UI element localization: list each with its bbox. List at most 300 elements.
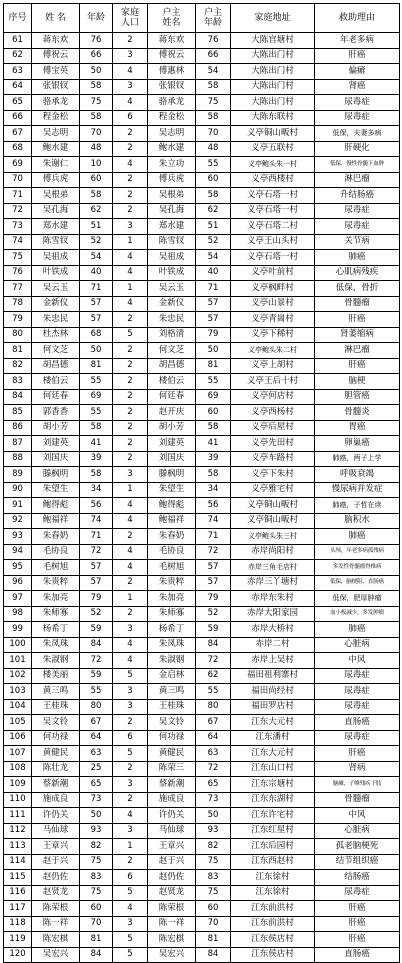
cell-head-name: 傅惠林: [148, 64, 196, 80]
cell-reason: 肺癌: [315, 529, 400, 545]
cell-household-size: 2: [113, 312, 148, 328]
cell-age: 58: [80, 110, 113, 126]
cell-head-age: 59: [196, 622, 231, 638]
cell-head-age: 66: [196, 48, 231, 64]
cell-address: 大陈东联村: [231, 110, 315, 126]
cell-household-size: 4: [113, 95, 148, 111]
cell-name: 傅祝云: [32, 48, 80, 64]
cell-address: 义亭鲍头朱二村: [231, 343, 315, 359]
cell-age: 58: [80, 79, 113, 95]
cell-reason: 中风: [315, 653, 400, 669]
cell-household-size: 2: [113, 575, 148, 591]
cell-head-age: 62: [196, 668, 231, 684]
cell-age: 56: [80, 498, 113, 514]
cell-reason: 肝癌: [315, 901, 400, 917]
cell-age: 69: [80, 389, 113, 405]
cell-reason: 低保，肥厚肿瘤: [315, 591, 400, 607]
cell-address: 大陈官塘村: [231, 33, 315, 49]
table-row: [4, 126, 400, 142]
cell-age: 39: [80, 451, 113, 467]
cell-name: 张银钗: [32, 79, 80, 95]
cell-reason: 脑积水: [315, 513, 400, 529]
cell-index: 94: [4, 544, 32, 560]
cell-index: 90: [4, 482, 32, 498]
cell-head-age: 54: [196, 64, 231, 80]
cell-household-size: 2: [113, 343, 148, 359]
table-row: [4, 668, 400, 684]
cell-head-name: 吴根弟: [148, 188, 196, 204]
cell-index: 105: [4, 715, 32, 731]
table-row: [4, 839, 400, 855]
cell-address: 赤岸二村: [231, 637, 315, 653]
cell-name: 赵于兴: [32, 854, 80, 870]
table-row: [4, 451, 400, 467]
cell-household-size: 4: [113, 560, 148, 576]
cell-reason: 肝癌: [315, 358, 400, 374]
cell-head-age: 55: [196, 684, 231, 700]
cell-head-age: 70: [196, 126, 231, 142]
cell-reason: 肾病: [315, 761, 400, 777]
cell-reason: 血小板减少，多发肿瘤: [315, 606, 400, 622]
cell-index: 84: [4, 389, 32, 405]
cell-household-size: 3: [113, 467, 148, 483]
col-header-age: 年龄: [80, 4, 113, 33]
cell-household-size: 3: [113, 48, 148, 64]
cell-reason: 胆管癌: [315, 389, 400, 405]
cell-address: 大陈出门村: [231, 79, 315, 95]
table-row: [4, 513, 400, 529]
cell-address: 赤岸大阳家园: [231, 606, 315, 622]
cell-name: 朱贵粹: [32, 575, 80, 591]
cell-name: 陈荣根: [32, 901, 80, 917]
cell-index: 107: [4, 746, 32, 762]
cell-head-name: 吴宏兴: [148, 947, 196, 963]
cell-name: 朱谢仁: [32, 157, 80, 173]
cell-name: 楼伯云: [32, 374, 80, 390]
cell-head-age: 71: [196, 529, 231, 545]
cell-age: 59: [80, 668, 113, 684]
cell-address: 江东红星村: [231, 823, 315, 839]
cell-index: 83: [4, 374, 32, 390]
cell-household-size: 4: [113, 653, 148, 669]
cell-name: 陈宏棋: [32, 932, 80, 948]
cell-head-name: 吴孔海: [148, 203, 196, 219]
cell-address: 义亭王后十村: [231, 374, 315, 390]
table-row: [4, 560, 400, 576]
cell-name: 许仍关: [32, 808, 80, 824]
cell-index: 99: [4, 622, 32, 638]
cell-household-size: 3: [113, 916, 148, 932]
table-row: [4, 296, 400, 312]
cell-index: 68: [4, 141, 32, 157]
cell-address: 大陈出门村: [231, 64, 315, 80]
cell-head-name: 程金松: [148, 110, 196, 126]
table-row: [4, 436, 400, 452]
cell-name: 程金松: [32, 110, 80, 126]
cell-household-size: 4: [113, 513, 148, 529]
table-row: [4, 916, 400, 932]
cell-age: 84: [80, 947, 113, 963]
cell-head-age: 50: [196, 343, 231, 359]
cell-reason: 淋巴瘤: [315, 172, 400, 188]
cell-name: 吴宏兴: [32, 947, 80, 963]
cell-age: 63: [80, 746, 113, 762]
cell-head-name: 吴文铃: [148, 715, 196, 731]
cell-name: 何廷春: [32, 389, 80, 405]
table-row: [4, 64, 400, 80]
cell-reason: 肺癌: [315, 250, 400, 266]
cell-name: 鲍水建: [32, 141, 80, 157]
cell-household-size: 2: [113, 126, 148, 142]
cell-head-name: 黄健民: [148, 746, 196, 762]
cell-head-age: 72: [196, 761, 231, 777]
cell-reason: 骨髓瘤: [315, 296, 400, 312]
cell-household-size: 2: [113, 436, 148, 452]
cell-index: 62: [4, 48, 32, 64]
cell-address: 江东东湖村: [231, 792, 315, 808]
cell-age: 71: [80, 529, 113, 545]
cell-age: 84: [80, 637, 113, 653]
cell-household-size: 5: [113, 885, 148, 901]
cell-name: 王桂珠: [32, 699, 80, 715]
cell-address: 大陈出门村: [231, 48, 315, 64]
cell-head-name: 陈荣三: [148, 761, 196, 777]
cell-index: 87: [4, 436, 32, 452]
cell-index: 85: [4, 405, 32, 421]
cell-head-age: 58: [196, 467, 231, 483]
cell-address: 赤岸大桥村: [231, 622, 315, 638]
cell-name: 毛树旭: [32, 560, 80, 576]
cell-head-age: 34: [196, 482, 231, 498]
cell-head-age: 63: [196, 746, 231, 762]
cell-head-name: 郑水建: [148, 219, 196, 235]
cell-index: 115: [4, 870, 32, 886]
cell-household-size: 2: [113, 389, 148, 405]
table-row: [4, 141, 400, 157]
cell-age: 50: [80, 343, 113, 359]
cell-address: 义亭铜山畈村: [231, 498, 315, 514]
cell-index: 63: [4, 64, 32, 80]
cell-head-age: 79: [196, 591, 231, 607]
cell-address: 江东徐村: [231, 870, 315, 886]
cell-address: 赤岸三丫塘村: [231, 575, 315, 591]
cell-head-age: 58: [196, 110, 231, 126]
cell-address: 江东西赵村: [231, 854, 315, 870]
cell-address: 义亭西杨村: [231, 405, 315, 421]
table-row: [4, 777, 400, 793]
cell-index: 75: [4, 250, 32, 266]
cell-head-name: 金启林: [148, 668, 196, 684]
cell-head-age: 60: [196, 405, 231, 421]
cell-reason: 卵巢癌: [315, 436, 400, 452]
cell-name: 赵贤龙: [32, 885, 80, 901]
cell-address: 赤岸东朱村: [231, 591, 315, 607]
cell-head-age: 69: [196, 389, 231, 405]
cell-head-name: 陈宏棋: [148, 932, 196, 948]
cell-name: 赵仍佐: [32, 870, 80, 886]
col-header-head-name: 户主 姓名: [148, 4, 196, 33]
cell-name: 鲍福祥: [32, 513, 80, 529]
cell-reason: 肾萎缩病: [315, 327, 400, 343]
cell-head-name: 鲍水建: [148, 141, 196, 157]
cell-address: 江东侯店村: [231, 947, 315, 963]
cell-age: 70: [80, 916, 113, 932]
cell-household-size: 1: [113, 281, 148, 297]
table-row: [4, 761, 400, 777]
cell-household-size: 6: [113, 730, 148, 746]
cell-address: 赤岸尚阳村: [231, 544, 315, 560]
cell-head-age: 41: [196, 436, 231, 452]
cell-head-name: 朱贵粹: [148, 575, 196, 591]
cell-head-name: 张银钗: [148, 79, 196, 95]
cell-household-size: 2: [113, 451, 148, 467]
cell-reason: 结肠癌: [315, 870, 400, 886]
cell-reason: 心脏病: [315, 823, 400, 839]
cell-age: 60: [80, 901, 113, 917]
table-row: [4, 265, 400, 281]
cell-age: 75: [80, 885, 113, 901]
cell-head-name: 胡昌德: [148, 358, 196, 374]
cell-head-name: 朱立功: [148, 157, 196, 173]
table-row: [4, 823, 400, 839]
cell-head-age: 60: [196, 901, 231, 917]
cell-head-age: 83: [196, 870, 231, 886]
cell-name: 马仙球: [32, 823, 80, 839]
table-row: [4, 591, 400, 607]
cell-head-age: 57: [196, 296, 231, 312]
cell-index: 71: [4, 188, 32, 204]
cell-address: 江东大元村: [231, 746, 315, 762]
cell-reason: 肝硬化: [315, 141, 400, 157]
cell-name: 黄健民: [32, 746, 80, 762]
cell-name: 陈雪钗: [32, 234, 80, 250]
cell-age: 83: [80, 870, 113, 886]
cell-head-name: 杨希丁: [148, 622, 196, 638]
cell-reason: 低保，骨折: [315, 281, 400, 297]
cell-household-size: 1: [113, 839, 148, 855]
cell-reason: 偏瘫: [315, 64, 400, 80]
cell-household-size: 6: [113, 110, 148, 126]
col-header-household-size: 家庭 人口: [113, 4, 148, 33]
cell-reason: 年老多病: [315, 33, 400, 49]
cell-household-size: 2: [113, 761, 148, 777]
cell-head-age: 58: [196, 420, 231, 436]
cell-head-name: 王章兴: [148, 839, 196, 855]
cell-head-name: 马仙球: [148, 823, 196, 839]
cell-index: 118: [4, 916, 32, 932]
cell-head-age: 74: [196, 513, 231, 529]
relief-table: [3, 3, 400, 963]
cell-reason: 孤老脑梗死: [315, 839, 400, 855]
cell-reason: 低保，慢性骨髓下血肿: [315, 157, 400, 173]
cell-head-age: 67: [196, 715, 231, 731]
cell-head-name: 金新仪: [148, 296, 196, 312]
cell-age: 34: [80, 482, 113, 498]
cell-head-name: 赵开庆: [148, 405, 196, 421]
cell-address: 江东许宅村: [231, 808, 315, 824]
cell-head-name: 朱春奶: [148, 529, 196, 545]
cell-head-age: 60: [196, 172, 231, 188]
cell-head-age: 57: [196, 575, 231, 591]
table-row: [4, 343, 400, 359]
cell-reason: 呼吸衰竭: [315, 467, 400, 483]
cell-head-name: 赵仍佐: [148, 870, 196, 886]
table-row: [4, 327, 400, 343]
cell-head-name: 朱师寡: [148, 606, 196, 622]
table-row: [4, 482, 400, 498]
cell-address: 江东山口村: [231, 761, 315, 777]
cell-head-age: 73: [196, 792, 231, 808]
cell-head-name: 何文芝: [148, 343, 196, 359]
cell-household-size: 2: [113, 358, 148, 374]
cell-head-name: 蒋东欢: [148, 33, 196, 49]
cell-address: 义亭枫畔村: [231, 281, 315, 297]
cell-age: 57: [80, 560, 113, 576]
cell-household-size: 4: [113, 808, 148, 824]
cell-index: 80: [4, 327, 32, 343]
cell-head-age: 55: [196, 157, 231, 173]
cell-household-size: 5: [113, 947, 148, 963]
cell-reason: 胃癌: [315, 420, 400, 436]
cell-head-age: 65: [196, 777, 231, 793]
cell-head-age: 71: [196, 281, 231, 297]
cell-index: 97: [4, 591, 32, 607]
cell-head-age: 81: [196, 932, 231, 948]
cell-address: 江东徐村: [231, 885, 315, 901]
cell-name: 毛协良: [32, 544, 80, 560]
cell-reason: 肝癌: [315, 48, 400, 64]
cell-index: 88: [4, 451, 32, 467]
cell-age: 50: [80, 64, 113, 80]
cell-address: 江东宗塘村: [231, 777, 315, 793]
cell-household-size: 2: [113, 420, 148, 436]
cell-age: 73: [80, 792, 113, 808]
table-row: [4, 529, 400, 545]
cell-index: 86: [4, 420, 32, 436]
cell-name: 鲍得彪: [32, 498, 80, 514]
cell-head-age: 62: [196, 203, 231, 219]
cell-name: 楼美丽: [32, 668, 80, 684]
cell-head-age: 48: [196, 141, 231, 157]
cell-index: 67: [4, 126, 32, 142]
table-row: [4, 172, 400, 188]
cell-name: 施成良: [32, 792, 80, 808]
cell-head-name: 施成良: [148, 792, 196, 808]
cell-head-name: 朱忠民: [148, 312, 196, 328]
cell-head-name: 陈一祥: [148, 916, 196, 932]
cell-age: 40: [80, 265, 113, 281]
cell-reason: 头颅，年老多病孤残病: [315, 544, 400, 560]
table-header: [4, 4, 400, 33]
cell-household-size: 4: [113, 637, 148, 653]
cell-name: 刘建英: [32, 436, 80, 452]
table-row: [4, 420, 400, 436]
cell-age: 74: [80, 513, 113, 529]
table-row: [4, 498, 400, 514]
cell-address: 义亭鲍头朱一村: [231, 157, 315, 173]
cell-reason: 骨髓瘤: [315, 792, 400, 808]
cell-address: 福田尚经村: [231, 684, 315, 700]
cell-address: 江东前洪村: [231, 916, 315, 932]
cell-index: 110: [4, 792, 32, 808]
cell-reason: 尿毒症: [315, 110, 400, 126]
cell-head-name: 叶铁成: [148, 265, 196, 281]
cell-index: 89: [4, 467, 32, 483]
cell-index: 69: [4, 157, 32, 173]
cell-head-name: 傅祝云: [148, 48, 196, 64]
cell-reason: 脑梗: [315, 374, 400, 390]
cell-head-age: 58: [196, 188, 231, 204]
cell-name: 朱春奶: [32, 529, 80, 545]
cell-reason: 肺癌，两子上学: [315, 451, 400, 467]
cell-age: 59: [80, 622, 113, 638]
cell-age: 58: [80, 188, 113, 204]
cell-household-size: 2: [113, 792, 148, 808]
cell-name: 骆承龙: [32, 95, 80, 111]
cell-household-size: 2: [113, 141, 148, 157]
cell-index: 106: [4, 730, 32, 746]
cell-index: 111: [4, 808, 32, 824]
cell-reason: 肺癌: [315, 622, 400, 638]
cell-head-age: 54: [196, 250, 231, 266]
table-row: [4, 157, 400, 173]
cell-index: 78: [4, 296, 32, 312]
table-row: [4, 606, 400, 622]
cell-household-size: 2: [113, 715, 148, 731]
cell-address: 义亭雅宅村: [231, 482, 315, 498]
table-row: [4, 715, 400, 731]
cell-reason: 心肌病残疾: [315, 265, 400, 281]
cell-age: 55: [80, 684, 113, 700]
table-row: [4, 405, 400, 421]
cell-age: 75: [80, 854, 113, 870]
cell-name: 胡昌德: [32, 358, 80, 374]
cell-name: 朱淑钢: [32, 653, 80, 669]
cell-age: 52: [80, 606, 113, 622]
cell-name: 金新仪: [32, 296, 80, 312]
cell-age: 57: [80, 296, 113, 312]
table-row: [4, 854, 400, 870]
table-row: [4, 358, 400, 374]
cell-index: 72: [4, 203, 32, 219]
cell-index: 65: [4, 95, 32, 111]
cell-name: 吴云玉: [32, 281, 80, 297]
cell-household-size: 2: [113, 172, 148, 188]
cell-head-name: 蔡新潮: [148, 777, 196, 793]
cell-name: 朱忠民: [32, 312, 80, 328]
cell-age: 62: [80, 203, 113, 219]
cell-index: 73: [4, 219, 32, 235]
cell-reason: 肝癌: [315, 932, 400, 948]
table-row: [4, 684, 400, 700]
col-header-name: 姓 名: [32, 4, 80, 33]
cell-head-age: 93: [196, 823, 231, 839]
cell-index: 101: [4, 653, 32, 669]
cell-address: 义亭石塔一村: [231, 188, 315, 204]
cell-household-size: 3: [113, 823, 148, 839]
table-row: [4, 95, 400, 111]
cell-index: 102: [4, 668, 32, 684]
cell-reason: 多发性骨髓瘤脊椎病: [315, 560, 400, 576]
table-row: [4, 33, 400, 49]
cell-head-name: 何功禄: [148, 730, 196, 746]
cell-address: 江东前洪村: [231, 901, 315, 917]
table-row: [4, 947, 400, 963]
cell-address: 大陈出门村: [231, 95, 315, 111]
cell-index: 82: [4, 358, 32, 374]
cell-age: 10: [80, 157, 113, 173]
cell-address: 江东大元村: [231, 715, 315, 731]
